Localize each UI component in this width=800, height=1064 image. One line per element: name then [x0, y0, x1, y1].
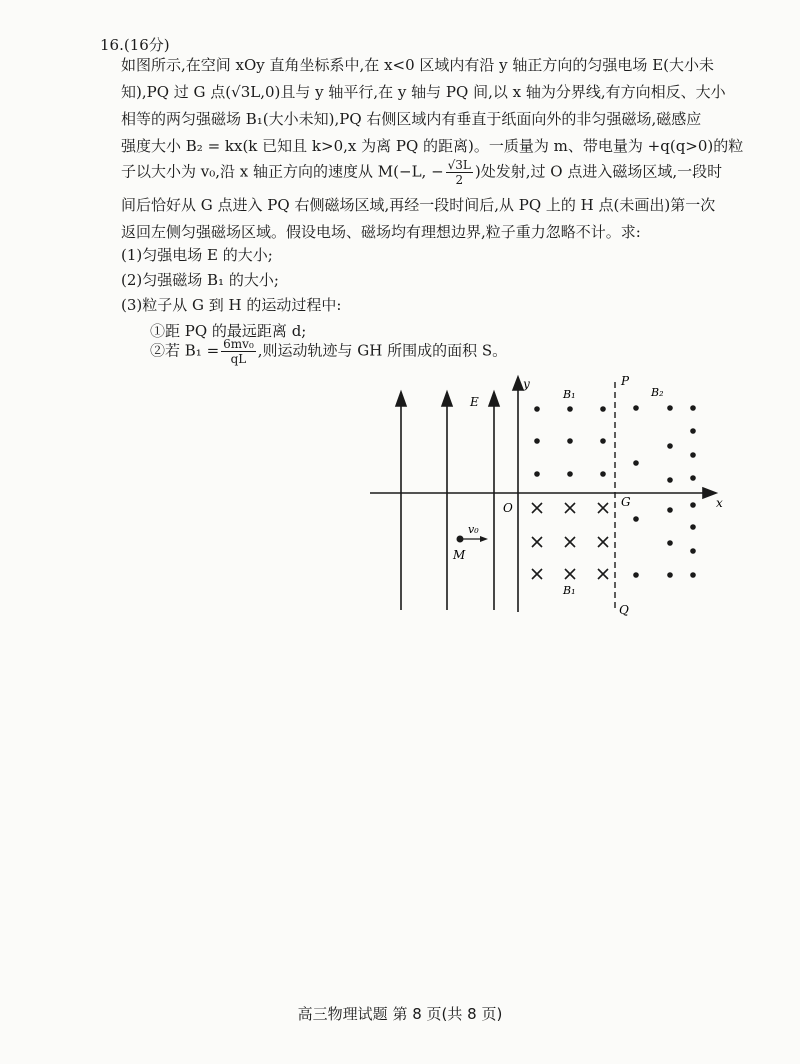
field-dot [667, 477, 673, 483]
x-axis-arrow [703, 488, 716, 498]
page-footer: 高三物理试题 第 8 页(共 8 页) [297, 1005, 503, 1023]
field-dot [667, 443, 673, 449]
subquestion-2: (2)匀强磁场 B₁ 的大小; [121, 271, 279, 289]
field-dot [633, 516, 639, 522]
label-o: O [503, 501, 513, 515]
question-line-2: 知),PQ 过 G 点(√3L,0)且与 y 轴平行,在 y 轴与 PQ 间,以 x 轴为分界线,有方向相反、大小 [121, 83, 726, 101]
field-cross [598, 569, 608, 579]
subquestion-1: (1)匀强电场 E 的大小; [121, 246, 273, 264]
field-dot [667, 507, 673, 513]
field-dot [690, 502, 696, 508]
y-axis-arrow [513, 377, 523, 390]
particle-m [457, 536, 464, 543]
field-dot [600, 406, 606, 412]
subquestion-3: (3)粒子从 G 到 H 的运动过程中: [121, 296, 342, 314]
question-line-4: 强度大小 B₂ = kx(k 已知且 k>0,x 为离 PQ 的距离)。一质量为 m、带电量为 +q(q>0)的粒 [121, 137, 744, 155]
field-cross [532, 503, 542, 513]
label-g: G [621, 495, 631, 509]
label-q: Q [619, 603, 629, 617]
field-dot [690, 452, 696, 458]
label-p: P [621, 374, 630, 388]
line5-before: 子以大小为 v₀,沿 x 轴正方向的速度从 M(−L, − [121, 162, 444, 181]
question-score: (16分) [123, 36, 170, 54]
label-m: M [453, 548, 466, 562]
field-cross [565, 537, 575, 547]
subquestion-3a: ①距 PQ 的最远距离 d; [150, 322, 307, 340]
question-line-6: 间后恰好从 G 点进入 PQ 右侧磁场区域,再经一段时间后,从 PQ 上的 H 点(未画出)第一次 [121, 196, 716, 214]
field-dot [633, 572, 639, 578]
field-dot [633, 405, 639, 411]
field-dot [690, 572, 696, 578]
fraction-denominator: 2 [455, 173, 464, 187]
field-cross [532, 537, 542, 547]
field-dot [633, 460, 639, 466]
label-x: x [716, 496, 723, 510]
field-dot [534, 406, 540, 412]
label-y: y [523, 377, 530, 391]
label-v0: v₀ [468, 523, 479, 536]
b2-dots [633, 405, 696, 578]
sub3b-after: ,则运动轨迹与 GH 所围成的面积 S。 [257, 341, 508, 360]
sub3b-before: ②若 B₁ = [150, 341, 220, 360]
question-line-7: 返回左侧匀强磁场区域。假设电场、磁场均有理想边界,粒子重力忽略不计。求: [121, 223, 641, 241]
fraction-denominator: qL [230, 352, 247, 366]
field-dot [567, 406, 573, 412]
field-cross [565, 503, 575, 513]
label-b2: B₂ [651, 386, 664, 399]
field-dot [690, 405, 696, 411]
label-e: E [470, 395, 479, 409]
axes [370, 377, 716, 612]
label-b1-bottom: B₁ [563, 584, 576, 597]
field-dot [667, 405, 673, 411]
field-dot [567, 471, 573, 477]
field-cross [532, 569, 542, 579]
fraction-numerator: 6mv₀ [223, 337, 254, 351]
field-dot [567, 438, 573, 444]
field-dot [600, 438, 606, 444]
b1-upper-dots [534, 406, 606, 477]
line5-after: )处发射,过 O 点进入磁场区域,一段时 [474, 162, 723, 181]
field-cross [565, 569, 575, 579]
field-dot [690, 548, 696, 554]
velocity-arrow-head [480, 536, 488, 542]
label-b1-top: B₁ [563, 388, 576, 401]
question-number-text: 16. [100, 36, 124, 54]
field-dot [600, 471, 606, 477]
field-cross [598, 503, 608, 513]
field-dot [690, 428, 696, 434]
field-dot [534, 471, 540, 477]
field-dot [667, 572, 673, 578]
field-cross [598, 537, 608, 547]
field-dot [534, 438, 540, 444]
field-line-arrow [489, 392, 499, 406]
fraction-numerator: √3L [447, 158, 471, 172]
b1-lower-crosses [532, 503, 608, 579]
field-dot [667, 540, 673, 546]
field-dot [690, 524, 696, 530]
field-line-arrow [396, 392, 406, 406]
field-line-arrow [442, 392, 452, 406]
field-dot [690, 475, 696, 481]
question-line-3: 相等的两匀强磁场 B₁(大小未知),PQ 右侧区域内有垂直于纸面向外的非匀强磁场,磁感应 [121, 110, 702, 128]
question-line-1: 如图所示,在空间 xOy 直角坐标系中,在 x<0 区域内有沿 y 轴正方向的匀强电场 E(大小未 [121, 56, 714, 74]
electric-field-lines [396, 392, 499, 610]
